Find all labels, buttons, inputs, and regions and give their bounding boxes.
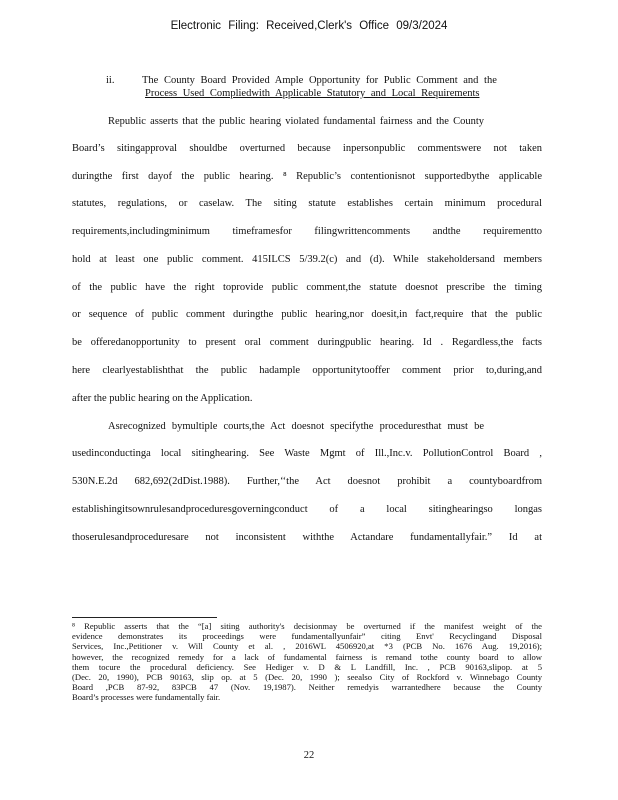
body-line: thoserulesandproceduresare not inconsistent withthe Actandare fundamentallyfair.” Id at	[72, 532, 542, 543]
body-line: hold at least one public comment. 415ILCS 5/39.2(c) and (d). While stakeholdersand members	[72, 254, 542, 265]
footnote-line: Services, Inc.,Petitioner v. Will County et al. , 2016WL 4506920,at *3 (PCB No. 1676 Aug. 19,2016);	[72, 641, 542, 652]
footnote-line: Board’s processes were fundamentally fair.	[72, 692, 221, 703]
footnote-line: evidence demonstrates its proceedings were fundamentallyunfair” citing Envt' Recyclingand Disposal	[72, 631, 542, 642]
section-heading-line-1: The County Board Provided Ample Opportunity for Public Comment and the	[142, 75, 497, 86]
page-number: 22	[303, 750, 315, 761]
body-line: usedinconductinga local sitinghearing. See Waste Mgmt of Ill.,Inc.v. PollutionControl Board ,	[72, 448, 542, 459]
body-line: establishingitsownrulesandproceduresgoverningconduct of a local sitinghearingso longas	[72, 504, 542, 515]
filing-stamp-header: Electronic Filing: Received,Clerk's Office 09/3/2024	[170, 20, 448, 32]
body-line: duringthe first dayof the public hearing. ⁸ Republic’s contentionisnot supportedbythe applicable	[72, 171, 542, 182]
body-line: Asrecognized bymultiple courts,the Act doesnot specifythe proceduresthat must be	[108, 421, 484, 432]
body-line: Republic asserts that the public hearing violated fundamental fairness and the County	[108, 116, 484, 127]
body-line: 530N.E.2d 682,692(2dDist.1988). Further,‘‘the Act doesnot prohibit a countyboardfrom	[72, 476, 542, 487]
body-line: Board’s sitingapproval shouldbe overturned because inpersonpublic commentswere not taken	[72, 143, 542, 154]
body-line: of the public have the right toprovide public comment,the statute doesnot prescribe the timing	[72, 282, 542, 293]
footnote-line: Board ,PCB 87-92, 83PCB 47 (Nov. 19,1987). Neither remedyis warrantedhere because the County	[72, 682, 542, 693]
section-heading-line-2: Process Used Compliedwith Applicable Statutory and Local Requirements	[145, 88, 480, 99]
footnote-line: however, the recognized remedy for a lack of fundamental fairness is remand tothe county board to allow	[72, 651, 542, 662]
footnote-line: ⁸ Republic asserts that the “[a] siting authority's decisionmay be overturned if the manifest weight of the	[72, 621, 542, 631]
footnote-separator	[72, 617, 217, 618]
body-line: here clearlyestablishthat the public hadample opportunitytooffer comment prior to,during,and	[72, 365, 542, 376]
body-line: requirements,includingminimum timeframesfor filingwrittencomments andthe requirementto	[72, 226, 542, 237]
footnote-line: them tocure the procedural deficiency. See Hediger v. D & L Landfill, Inc. , PCB 90163,slipop. at 5	[72, 661, 542, 672]
body-line: or sequence of public comment duringthe public hearing,nor doesit,in fact,require that the public	[72, 309, 542, 320]
section-number: ii.	[106, 75, 115, 86]
footnote-line: (Dec. 20, 1990), PCB 90163, slip op. at 5 (Dec. 20, 1990 ); seealso City of Rockford v. Winnebago County	[72, 672, 542, 683]
body-line: after the public hearing on the Application.	[72, 393, 253, 404]
body-line: be offeredanopportunity to present oral comment duringpublic hearing. Id . Regardless,the facts	[72, 337, 542, 348]
body-line: statutes, regulations, or caselaw. The siting statute establishes certain minimum procedural	[72, 198, 542, 209]
footnote-8	[72, 621, 542, 703]
